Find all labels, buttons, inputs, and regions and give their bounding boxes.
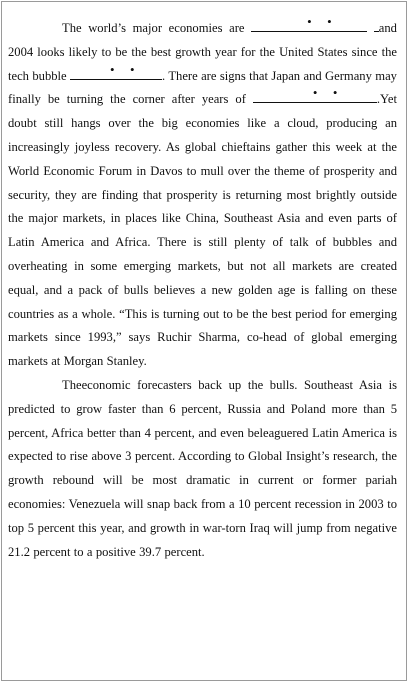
paragraph-1-part-3: . There are signs that Japan and Germany may finally be turning the corner after years of (8, 68, 397, 107)
document-page (1, 1, 407, 681)
blank-2-marks: • • (110, 61, 141, 77)
answer-blank-1[interactable] (251, 14, 367, 32)
paragraph-1-part-2: and 2004 looks likely to be the best growth year for the United States since the tech bubble (8, 21, 397, 83)
answer-blank-3[interactable] (253, 85, 377, 103)
blank-1-marks: • • (307, 14, 338, 29)
paragraph-2: Theeconomic forecasters back up the bulls. Southeast Asia is predicted to grow faster than 6 percent, Russia and Poland more than 5 percent, Africa better than 4 percent, and even beleaguered Latin America is expected to rise above 3 percent. According to Global Insight’s research, the growth rebound will be most dramatic in current or former pariah economies: Venezuela will snap back from a 10 percent recession in 2003 to top 5 percent this year, and growth in war-torn Iraq will jump from negative 21.2 percent to a positive 39.7 percent. (8, 377, 397, 559)
blank-3-marks: • • (312, 85, 344, 101)
answer-blank-2[interactable] (70, 61, 162, 80)
paragraph-1-part-4: .Yet doubt still hangs over the big economies like a cloud, producing an increasingly joyless recovery. As global chieftains gather this week at the World Economic Forum in Davos to mull over the theme of prosperity and security, they are finding that prosperity is returning most brightly outside the major markets, in places like China, Southeast Asia and even parts of Latin America and Africa. There is still plenty of talk of bubbles and overheating in some emerging markets, but not all markets are created equal, and a pack of bulls believes a new golden age is falling on these countries as a whole. “This is turning out to be the best period for emerging markets since 1993,” says Ruchir Sharma, co-head of global emerging markets at Morgan Stanley. (8, 92, 397, 369)
paragraph-1 (8, 14, 397, 374)
paragraph-1-part-1: The world’s major economies are (62, 21, 245, 35)
